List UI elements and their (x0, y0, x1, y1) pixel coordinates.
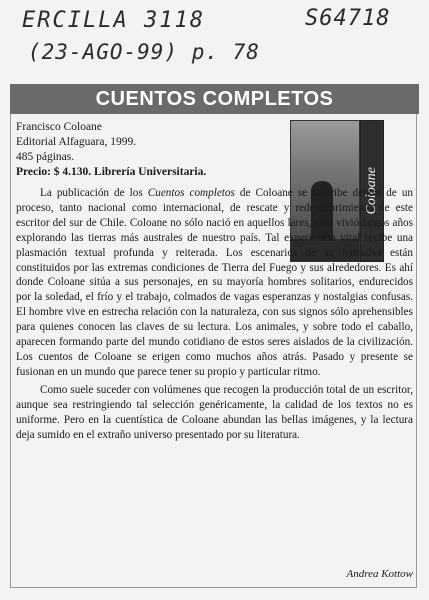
section-title: CUENTOS COMPLETOS (95, 87, 334, 110)
book-meta (16, 120, 284, 180)
spine-title: Coloane (364, 167, 379, 215)
p1-text-a: La publicación de los (40, 187, 148, 199)
handwritten-note-code: S64718 (305, 6, 391, 31)
article-body (16, 186, 413, 442)
handwritten-note-date: (23-AGO-99) p. 78 (28, 40, 260, 64)
handwritten-note-title: ERCILLA 3118 (22, 8, 205, 33)
meta-price: Precio: $ 4.130. Librería Universitaria. (16, 166, 207, 178)
section-banner (10, 84, 419, 114)
p1-book-title: Cuentos completos (147, 187, 235, 199)
meta-publisher: Editorial Alfaguara, 1999. (16, 136, 137, 148)
p1-text-b: de Coloane se inscribe dentro de un proceso, tanto nacional como internacional, de rescate y redescubrimiento de este escritor del sur de Chile. Coloane no sólo nació en aquellos lares, sino vivió largos años explorando las tierras más australes de nuestro país. Tal experiencia vital recibe una plasmación textual profunda y reiterada. Los escenarios de su narrativa están constituidos por las extremas condiciones de Tierra del Fuego y sus alrededores. Es ahí donde Coloane sitúa a sus personajes, en su mayoría hombres solitarios, endurecidos por la soledad, el frío y el trabajo, colmados de vagas esperanzas y nostalgias confusas. El hombre vive en estrecha relación con la naturaleza, con sus signos sólo aprehensibles para quienes conocen las claves de su lectura. Los animales, y sobre todo el caballo, aparecen formando parte del mundo cotidiano de estos seres aislados de la civilización. Los cuentos de Coloane se erigen como muchos años atrás. Pasado y presente se fusionan en un mundo que parece tener su propio y particular ritmo. (16, 187, 414, 378)
paragraph-2: Como suele suceder con volúmenes que recogen la producción total de un escritor, aunque sea restringiendo tal selección genéricamente, la calidad de los textos no es uniforme. Pero en la cuentística de Coloane abundan las bellas imágenes, y la lectura deja sumido en el extraño universo presentado por su literatura. (16, 383, 413, 441)
paragraph-1 (16, 186, 413, 380)
author-signature: Andrea Kottow (346, 568, 413, 580)
meta-pages: 485 páginas. (16, 151, 75, 163)
meta-author: Francisco Coloane (16, 121, 102, 133)
